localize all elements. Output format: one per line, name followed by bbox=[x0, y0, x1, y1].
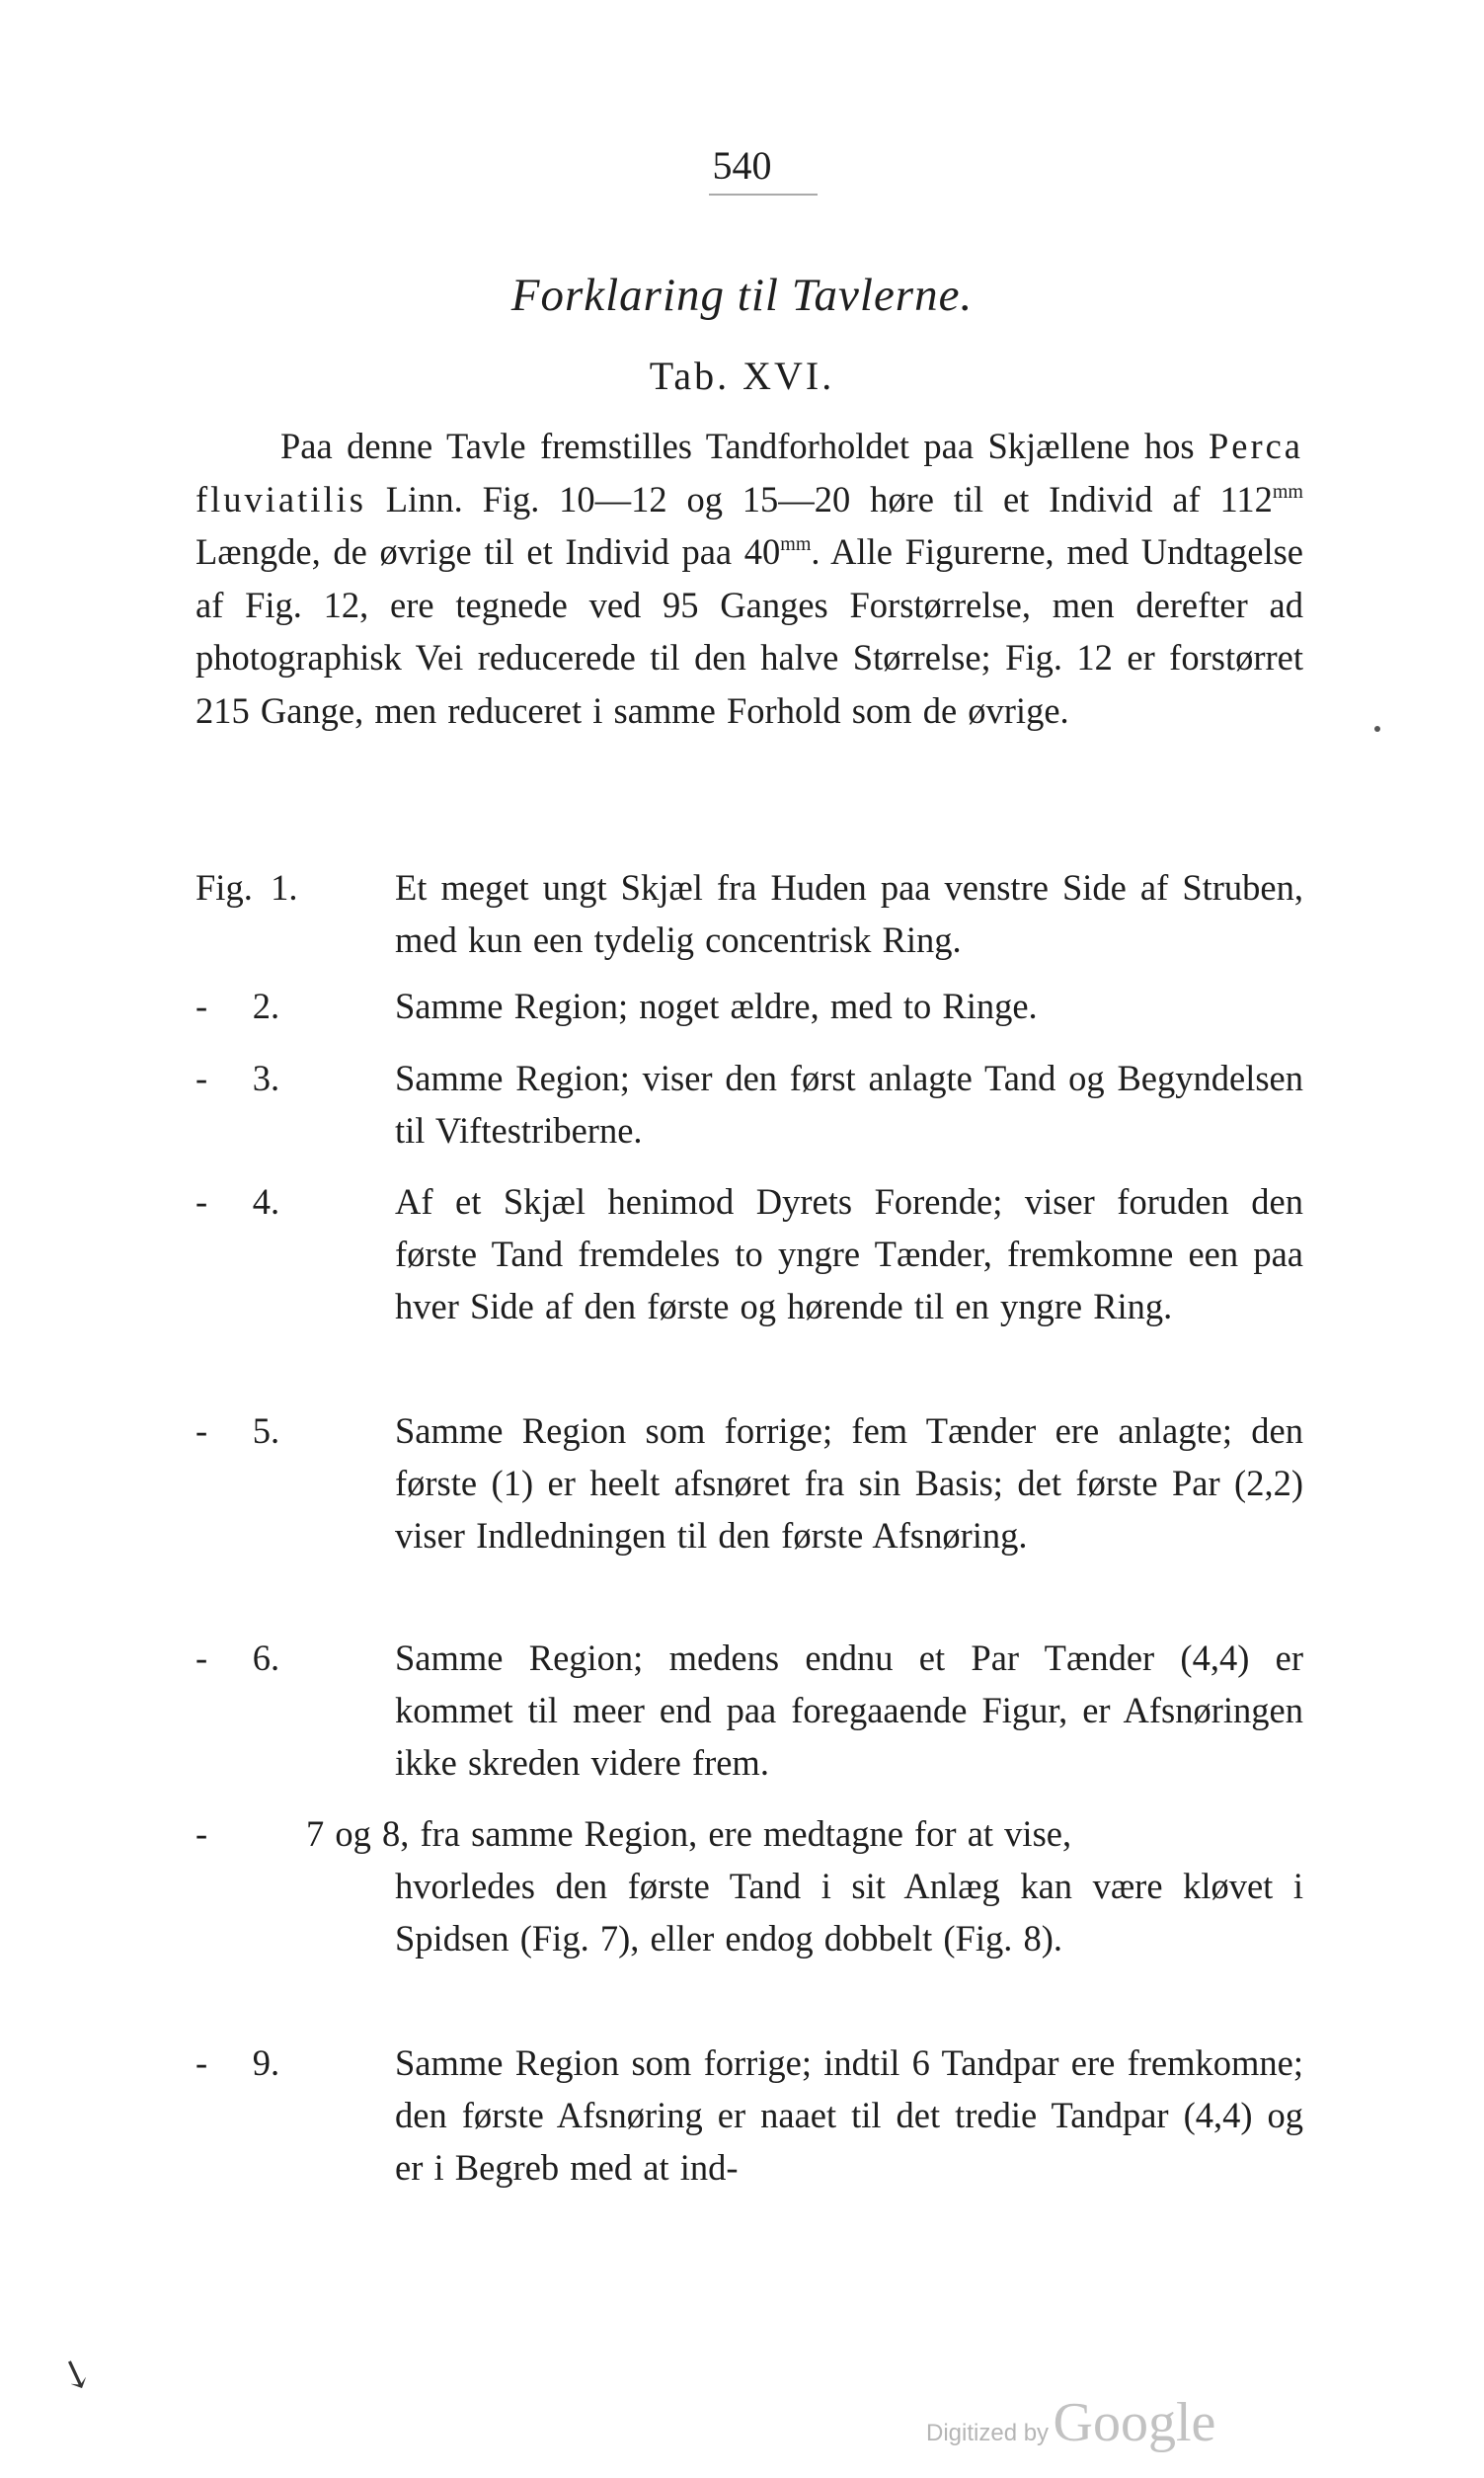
intro-text-1: Paa denne Tavle fremstilles Tandforholdet paa Skjællene hos bbox=[280, 426, 1209, 466]
species-name: Perca fluviatilis bbox=[195, 426, 1303, 520]
figure-description: Et meget ungt Skjæl fra Huden paa venstre Side af Struben, med kun een tydelig concentrisk Ring. bbox=[395, 867, 1303, 960]
figure-description: Samme Region som forrige; fem Tænder ere anlagte; den første (1) er heelt afsnøret fra sin Basis; det første Par (2,2) viser Indledningen til den første Afsnøring. bbox=[395, 1410, 1303, 1556]
figure-marker: - 2. bbox=[195, 986, 280, 1026]
page-number: 540 bbox=[712, 143, 772, 188]
stray-dot bbox=[1374, 726, 1380, 732]
figure-description: Samme Region som forrige; indtil 6 Tandpar ere fremkomne; den første Afsnøring er naaet til det tredie Tandpar (4,4) og er i Begreb med at ind- bbox=[395, 2042, 1303, 2188]
watermark-prefix: Digitized by bbox=[926, 2420, 1050, 2446]
page-title: Forklaring til Tavlerne. bbox=[510, 270, 974, 321]
figure-description-first-line: 7 og 8, fra samme Region, ere medtagne for at vise, bbox=[306, 1813, 1072, 1854]
intro-text-2: Linn. Fig. 10—12 og 15—20 høre til et Individ af 112 bbox=[365, 478, 1273, 520]
figure-marker: Fig. 1. bbox=[195, 867, 298, 908]
unit-superscript: mm bbox=[780, 533, 812, 555]
intro-paragraph bbox=[195, 420, 1303, 737]
figure-description: Samme Region; noget ældre, med to Ringe. bbox=[395, 986, 1038, 1026]
figure-marker: - 3. bbox=[195, 1058, 280, 1098]
figure-description: Samme Region; medens endnu et Par Tænder (4,4) er kommet til meer end paa foregaaende Figur, er Afsnøringen ikke skreden videre frem. bbox=[395, 1638, 1303, 1783]
figure-marker: - 5. bbox=[195, 1410, 280, 1451]
figure-marker: - 9. bbox=[195, 2042, 280, 2083]
unit-superscript: mm bbox=[1272, 480, 1303, 503]
page-number-rule bbox=[709, 194, 818, 196]
digitized-watermark bbox=[926, 2391, 1215, 2454]
figure-marker: - 4. bbox=[195, 1181, 280, 1222]
figure-description: Samme Region; viser den først anlagte Tand og Begyndelsen til Viftestriberne. bbox=[395, 1058, 1303, 1151]
figure-description: Af et Skjæl henimod Dyrets Forende; viser foruden den første Tand fremdeles to yngre Tænder, fremkomne een paa hver Side af den første og hørende til en yngre Ring. bbox=[395, 1181, 1303, 1326]
google-logo: Google bbox=[1053, 2392, 1216, 2453]
intro-text-4: . Alle Figurerne, med Undtagelse af Fig. 12, ere tegnede ved 95 Ganges Forstørrelse, men derefter ad photographisk Vei reducerede til den halve Størrelse; Fig. 12 er forstørret 215 Gange, men reduceret i samme Forhold som de øvrige. bbox=[195, 531, 1303, 731]
figure-marker: - 6. bbox=[195, 1638, 280, 1678]
intro-text-3: Længde, de øvrige til et Individ paa 40 bbox=[195, 531, 781, 572]
plate-heading: Tab. XVI. bbox=[649, 354, 835, 398]
scan-mark: ↘ bbox=[52, 2347, 100, 2401]
figure-marker: - bbox=[195, 1813, 208, 1854]
figure-description: hvorledes den første Tand i sit Anlæg kan være kløvet i Spidsen (Fig. 7), eller endog dobbelt (Fig. 8). bbox=[395, 1866, 1303, 1958]
